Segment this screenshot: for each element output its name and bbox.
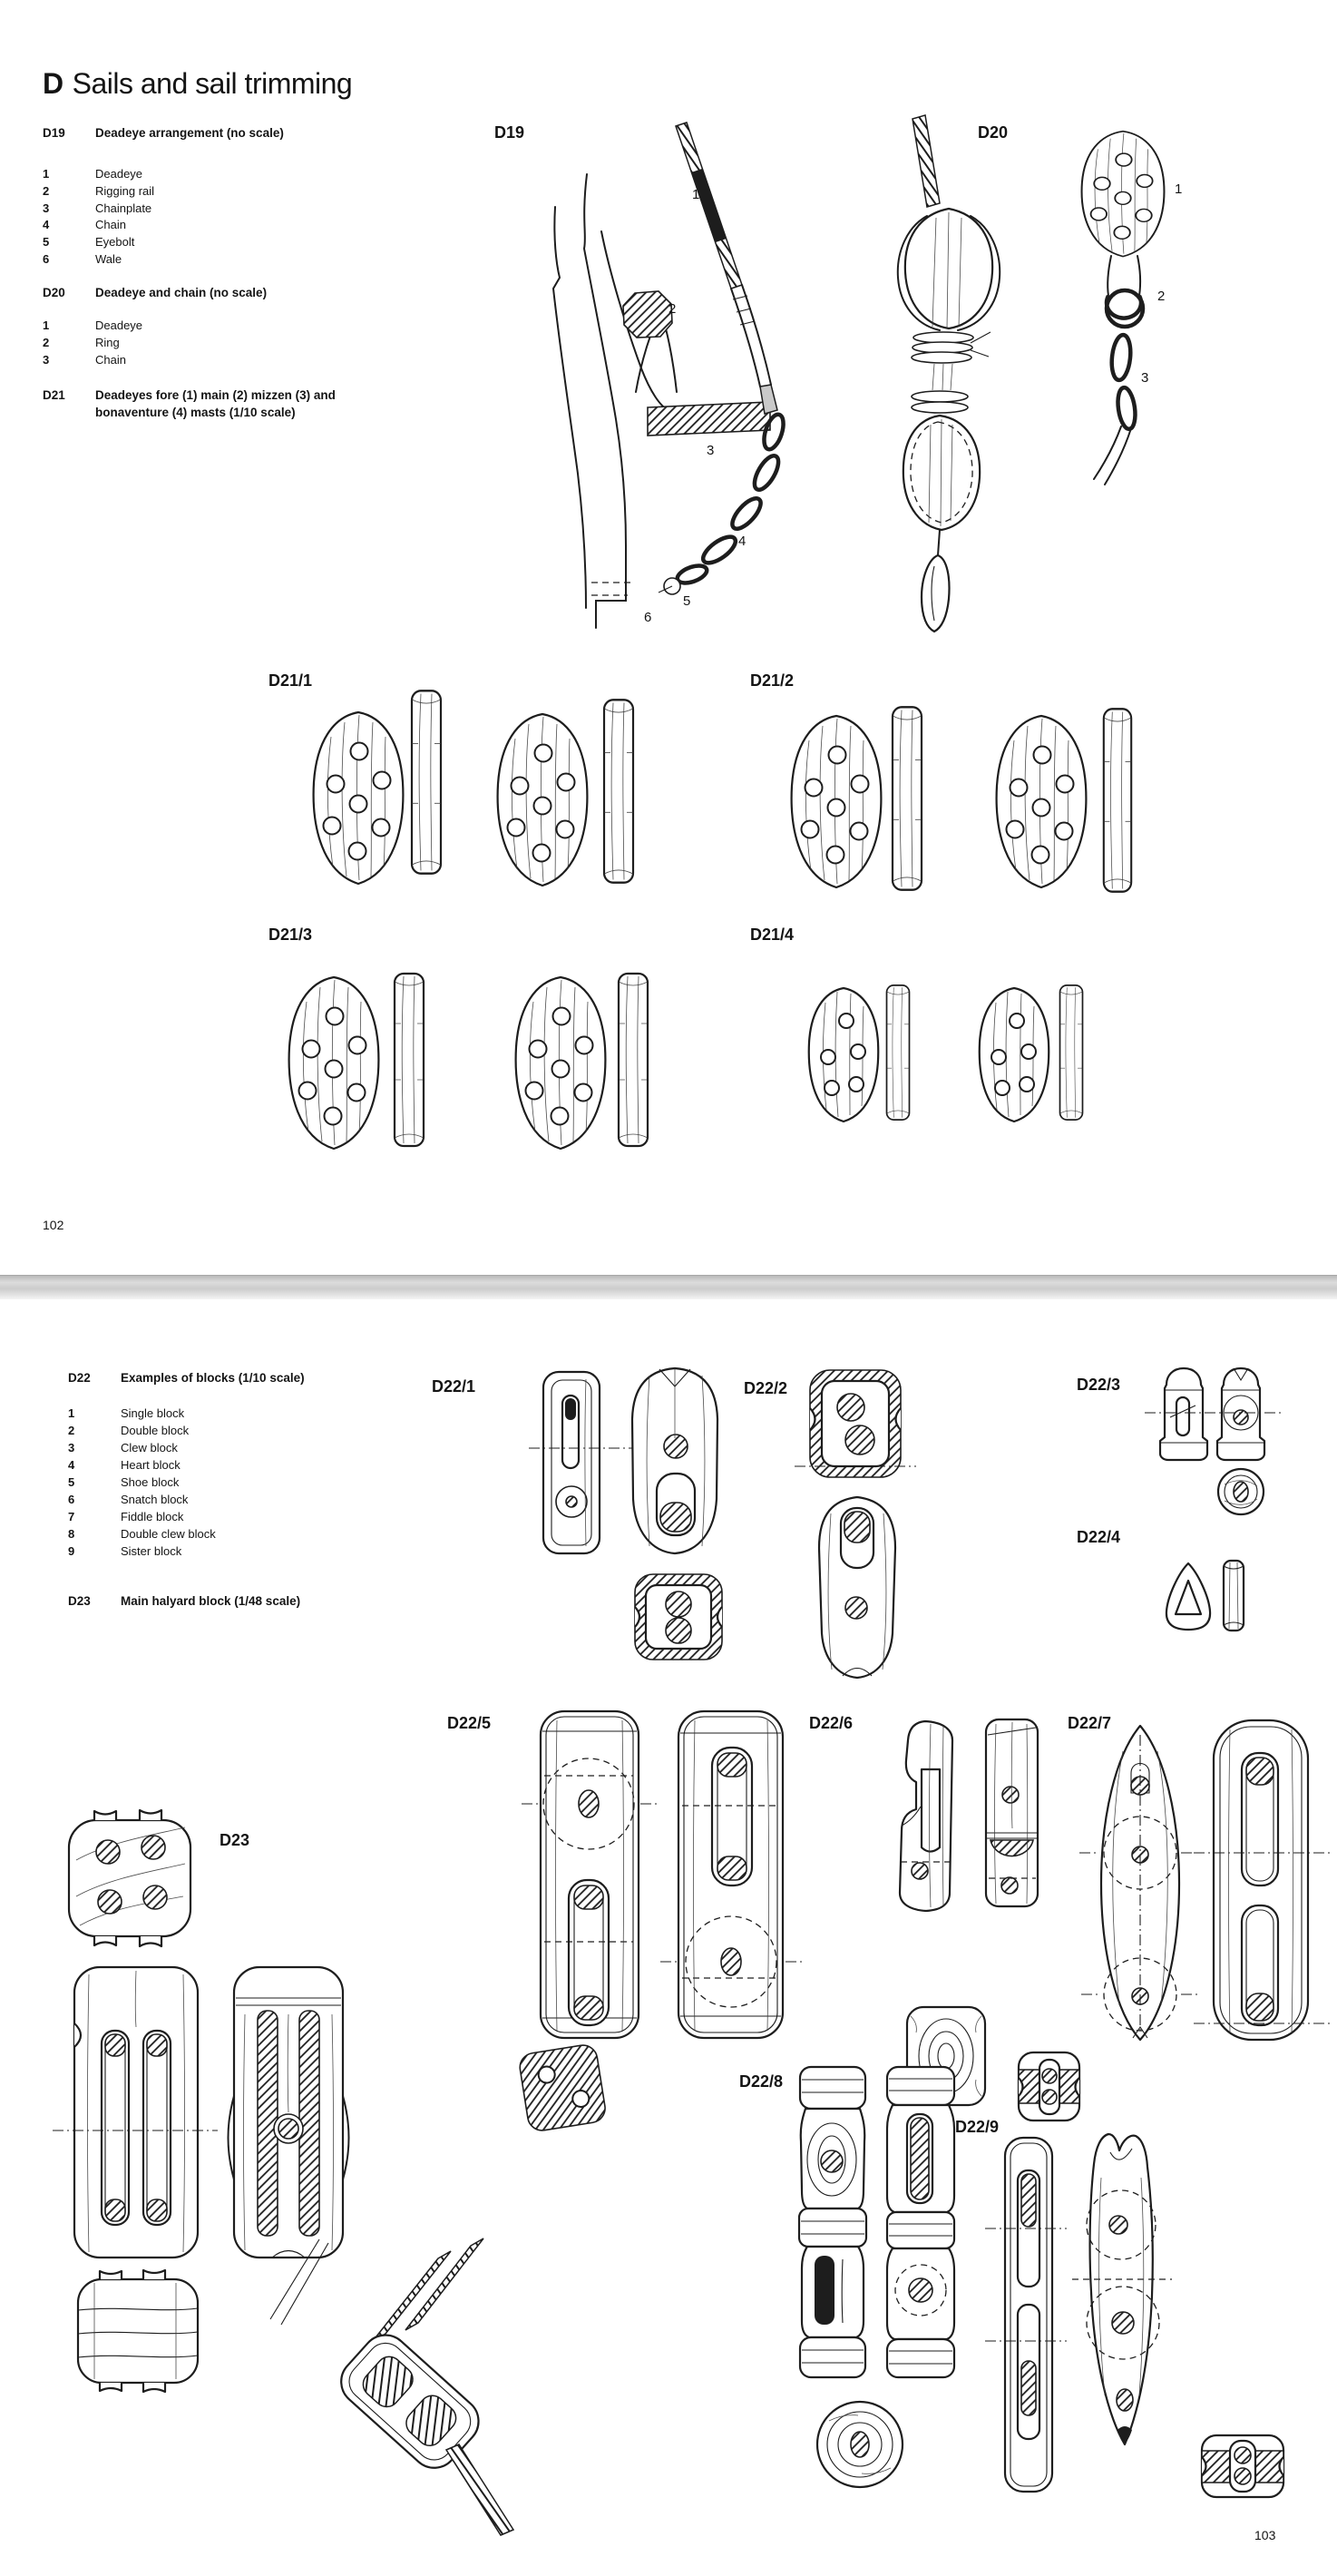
figure-d19-drawing	[553, 122, 787, 628]
figure-d22-2-drawing	[795, 1370, 916, 1678]
figure-d21-4-drawing	[809, 985, 1083, 1121]
figure-label-d20: D20	[978, 123, 1009, 142]
legend-d20-header: D20 Deadeye and chain (no scale)	[43, 286, 268, 299]
legend-d22-id: D22	[68, 1371, 91, 1385]
legend-item: 4 Heart block	[68, 1458, 181, 1472]
figure-label-d19: D19	[494, 123, 525, 142]
legend-d19-header: D19 Deadeye arrangement (no scale)	[43, 126, 284, 140]
figure-d22-6-drawing	[900, 1719, 1038, 2105]
legend-item: 4 Chain	[43, 218, 126, 232]
figure-d21-1-drawing	[314, 691, 633, 886]
legend-item: 3 Chainplate	[43, 201, 152, 215]
figure-d22-5-section	[518, 2043, 607, 2132]
legend-item: 2 Double block	[68, 1424, 190, 1437]
figure-d22-4-drawing	[1166, 1561, 1244, 1631]
figure-d21-3-drawing	[289, 974, 648, 1149]
legend-item: 1 Deadeye	[43, 318, 143, 332]
legend-item: 1 Deadeye	[43, 167, 143, 181]
figure-d20-drawing	[1082, 132, 1165, 485]
callout-d19-2: 2	[668, 301, 677, 317]
section-title: D Sails and sail trimming	[43, 67, 353, 100]
figure-label-d22-7: D22/7	[1068, 1714, 1112, 1732]
figure-label-d22-6: D22/6	[809, 1714, 854, 1732]
figure-d22-9-drawing	[985, 2134, 1283, 2497]
figure-d22-1-drawing	[529, 1368, 722, 1660]
legend-item: 8 Double clew block	[68, 1527, 216, 1541]
legend-d21-header: D21 Deadeyes fore (1) main (2) mizzen (3) and bonaventure (4) masts (1/10 scale)	[43, 388, 336, 419]
legend-item: 7 Fiddle block	[68, 1510, 184, 1523]
section-letter: D	[43, 67, 63, 100]
legend-d23-id: D23	[68, 1594, 91, 1608]
figure-sister-block-tackle	[270, 2238, 513, 2535]
figure-label-d21-3: D21/3	[268, 926, 313, 944]
legend-item: 2 Ring	[43, 335, 120, 349]
page-number-103: 103	[1254, 2528, 1276, 2542]
page-divider	[0, 1275, 1337, 1299]
figure-label-d22-2: D22/2	[744, 1379, 788, 1397]
legend-item: 2 Rigging rail	[43, 183, 155, 198]
figure-label-d21-1: D21/1	[268, 671, 313, 690]
figure-label-d22-9: D22/9	[955, 2118, 1000, 2136]
page1-figures-svg	[0, 0, 1337, 1277]
figure-label-d22-5: D22/5	[447, 1714, 492, 1732]
legend-item: 6 Wale	[43, 251, 122, 266]
legend-d23-header: D23 Main halyard block (1/48 scale)	[68, 1594, 301, 1608]
callout-d20-3: 3	[1141, 370, 1149, 386]
legend-item: 3 Clew block	[68, 1441, 178, 1455]
figure-label-d21-4: D21/4	[750, 926, 795, 944]
figure-label-d23: D23	[220, 1831, 250, 1849]
legend-d19-id: D19	[43, 126, 65, 140]
figure-d22-3-drawing	[1145, 1368, 1281, 1514]
figure-label-d22-4: D22/4	[1077, 1528, 1121, 1546]
legend-d21-id: D21	[43, 388, 65, 402]
figure-label-d22-1: D22/1	[432, 1377, 476, 1396]
page2-figures-svg	[0, 1299, 1337, 2576]
callout-d20-1: 1	[1175, 181, 1183, 197]
legend-item: 9 Sister block	[68, 1544, 182, 1558]
figure-label-d22-3: D22/3	[1077, 1376, 1121, 1394]
figure-d22-7-drawing	[1079, 1720, 1332, 2040]
legend-item: 3 Chain	[43, 352, 126, 367]
legend-item: 5 Shoe block	[68, 1475, 180, 1489]
legend-d20-id: D20	[43, 286, 65, 299]
legend-item: 6 Snatch block	[68, 1493, 189, 1506]
legend-item: 1 Single block	[68, 1406, 185, 1420]
callout-d19-5: 5	[683, 593, 691, 609]
callout-d19-6: 6	[644, 610, 652, 625]
figure-d23-drawing	[53, 1810, 349, 2392]
figure-label-d22-8: D22/8	[739, 2072, 784, 2091]
callout-d19-1: 1	[692, 187, 700, 202]
figure-label-d21-2: D21/2	[750, 671, 795, 690]
legend-item: 5 Eyebolt	[43, 235, 135, 250]
figure-d21-2-drawing	[792, 707, 1132, 891]
callout-d20-2: 2	[1157, 289, 1166, 304]
legend-d22-header: D22 Examples of blocks (1/10 scale)	[68, 1371, 305, 1385]
figure-d22-5-drawing	[518, 1711, 803, 2132]
figure-d19-lanyard-detail	[898, 115, 1000, 632]
callout-d19-4: 4	[738, 534, 747, 549]
callout-d19-3: 3	[707, 443, 715, 458]
page-number-102: 102	[43, 1218, 64, 1232]
